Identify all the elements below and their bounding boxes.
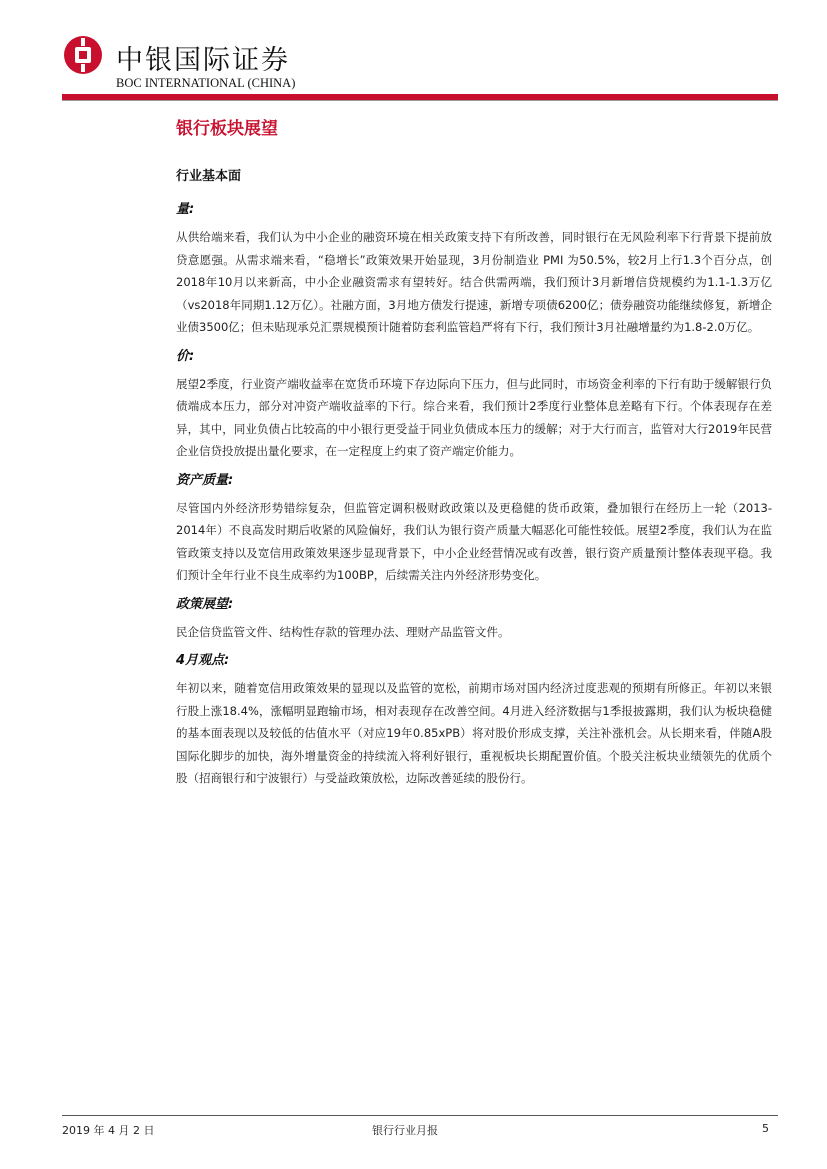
- page-header: [62, 32, 778, 100]
- footer-report-name: 银行行业月报: [372, 1124, 438, 1137]
- subsection-policy: [176, 595, 772, 644]
- brand-name-en: BOC INTERNATIONAL (CHINA): [116, 76, 296, 90]
- subsection-heading: 4月观点:: [176, 653, 230, 668]
- subsection-heading: 政策展望:: [176, 596, 234, 612]
- bank-of-china-logo-icon: [64, 36, 102, 74]
- subsection-price: [176, 347, 772, 463]
- subsection-heading: 资产质量:: [176, 472, 234, 488]
- subsection-april-view: [176, 651, 772, 790]
- brand-name-cn: 中银国际证券: [116, 45, 290, 76]
- report-body: [176, 165, 772, 798]
- footer-divider: [62, 1115, 778, 1116]
- subsection-asset-quality: [176, 471, 772, 587]
- subsection-paragraph: 尽管国内外经济形势错综复杂，但监管定调积极财政政策以及更稳健的货币政策，叠加银行在经历上一轮（2013-2014年）不良高发时期后收紧的风险偏好，我们认为银行资产质量大幅恶化可能性较低。展望2季度，我们认为在监管政策支持以及宽信用政策效果逐步显现背景下，中小企业经营情况或有改善，银行资产质量预计整体表现平稳。我们预计全年行业不良生成率约为100BP，后续需关注内外经济形势变化。: [176, 500, 772, 582]
- header-divider-thin: [62, 100, 778, 101]
- page-number: 5: [762, 1122, 769, 1135]
- footer-date: 2019 年 4 月 2 日: [62, 1124, 155, 1137]
- subsection-paragraph: 展望2季度，行业资产端收益率在宽货币环境下存边际向下压力，但与此同时，市场资金利率的下行有助于缓解银行负债端成本压力，部分对冲资产端收益率的下行。综合来看，我们预计2季度行业整体息差略有下行。个体表现存在差异，其中，同业负债占比较高的中小银行更受益于同业负债成本压力的缓解；对于大行而言，监管对大行2019年民营企业信贷投放提出量化要求，在一定程度上约束了资产端定价能力。: [176, 376, 772, 458]
- subsection-paragraph: 民企信贷监管文件、结构性存款的管理办法、理财产品监管文件。: [176, 624, 510, 639]
- subsection-paragraph: 年初以来，随着宽信用政策效果的显现以及监管的宽松，前期市场对国内经济过度悲观的预期有所修正。年初以来银行股上涨18.4%，涨幅明显跑输市场，相对表现存在改善空间。4月进入经济数据与1季报披露期，我们认为板块稳健的基本面表现以及较低的估值水平（对应19年0.85xPB）将对股价形成支撑，关注补涨机会。从长期来看，伴随A股国际化脚步的加快，海外增量资金的持续流入将利好银行，重视板块长期配置价值。个股关注板块业绩领先的优质个股（招商银行和宁波银行）与受益政策放松，边际改善延续的股份行。: [176, 681, 772, 785]
- page-title: 银行板块展望: [176, 119, 278, 139]
- subsection-heading: 量:: [176, 202, 195, 217]
- subsection-volume: [176, 200, 772, 339]
- section-heading: 行业基本面: [176, 169, 242, 184]
- subsection-paragraph: 从供给端来看，我们认为中小企业的融资环境在相关政策支持下有所改善，同时银行在无风险利率下行背景下提前放贷意愿强。从需求端来看，“稳增长”政策效果开始显现，3月份制造业 PMI 为50.5%，较2月上行1.3个百分点，创2018年10月以来新高，中小企业融资需求有望转好。结合供需两端，我们预计3月新增信贷规模约为1.1-1.3万亿（vs2018年同期1.12万亿）。社融方面，3月地方债发行提速，新增专项债6200亿；债券融资功能继续修复，新增企业债3500亿；但未贴现承兑汇票规模预计随着防套利监管趋严将有下行，我们预计3月社融增量约为1.8-2.0万亿。: [176, 230, 772, 334]
- subsection-heading: 价:: [176, 348, 195, 364]
